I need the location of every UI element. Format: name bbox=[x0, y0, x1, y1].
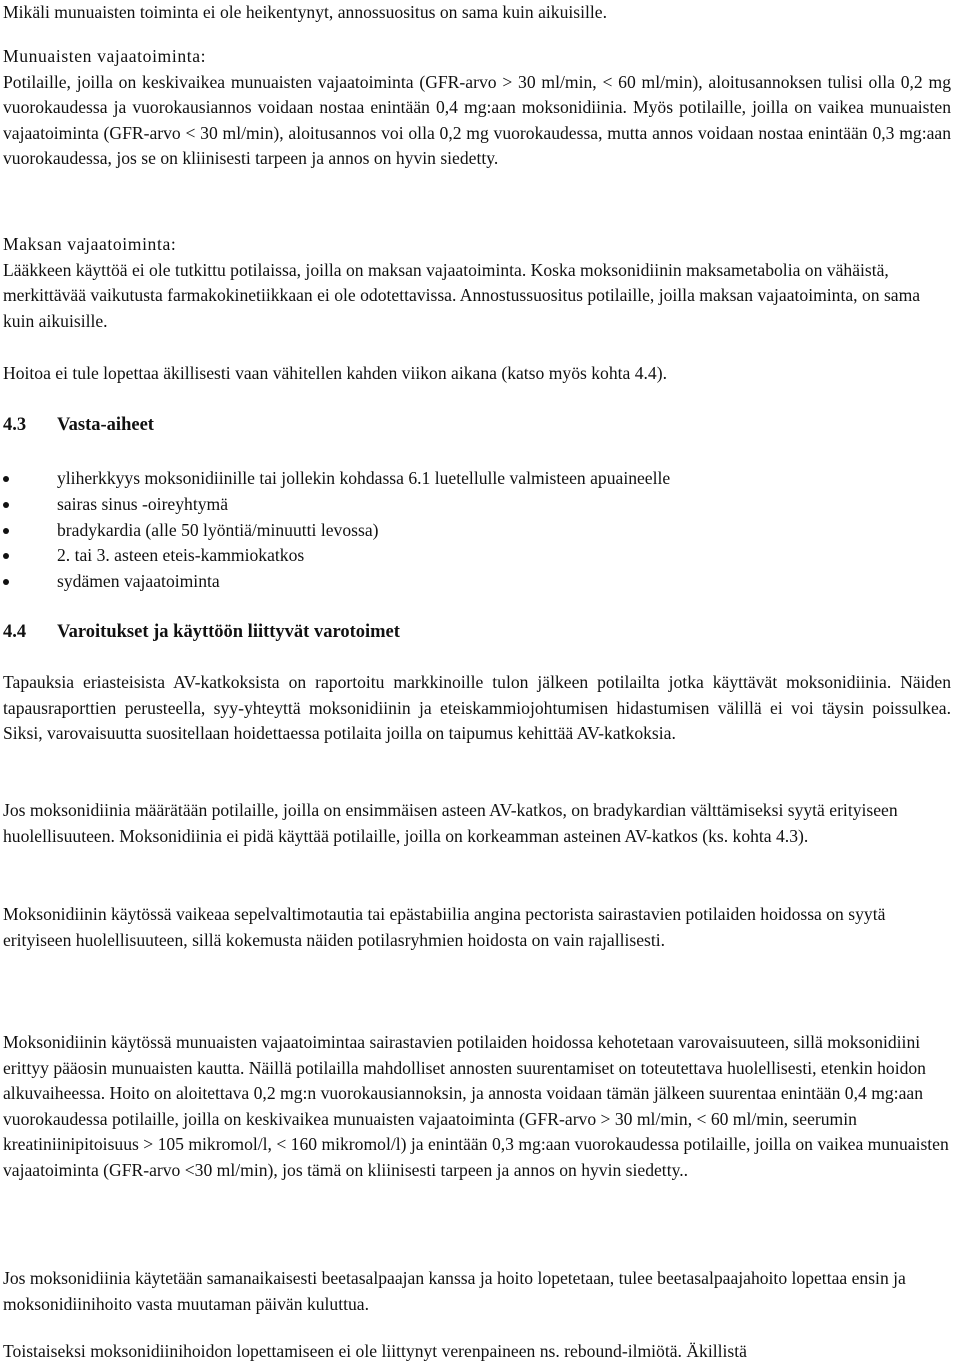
intro-paragraph: Mikäli munuaisten toiminta ei ole heikentynyt, annossuositus on sama kuin aikuisille. bbox=[3, 2, 607, 22]
warning-paragraph-av-block: Tapauksia eriasteisista AV-katkoksista on raportoitu markkinoille tulon jälkeen potilailta jotka käyttävät moksonidiinia. Näiden tapausraporttien perusteella, syy-yhteyttä moksonidiinin ja eteiskammiojohtumisen hidastumisen välillä ei voi täysin poissulkea. Siksi, varovaisuutta suositellaan hoidettaessa potilaita joilla on taipumus kehittää AV-katkoksia. bbox=[3, 672, 951, 744]
bullet-icon bbox=[3, 528, 9, 534]
warning-paragraph-coronary: Moksonidiinin käytössä vaikeaa sepelvaltimotautia tai epästabiilia angina pectorista sairastavien potilaiden hoidossa on syytä erityiseen huolellisuuteen, sillä kokemusta näiden potilasryhmien hoidosta on vain rajallisesti. bbox=[3, 904, 886, 950]
list-item: sydämen vajaatoiminta bbox=[0, 569, 670, 595]
bullet-icon bbox=[3, 476, 9, 482]
kidney-section bbox=[3, 44, 951, 172]
section-number: 4.4 bbox=[3, 622, 27, 642]
section-title: Varoitukset ja käyttöön liittyvät varotoimet bbox=[57, 622, 400, 642]
kidney-paragraph: Potilaille, joilla on keskivaikea munuaisten vajaatoiminta (GFR-arvo > 30 ml/min, < 60 ml/min), aloitusannoksen tulisi olla 0,2 mg vuorokaudessa ja vuorokausiannos voidaan nostaa enintään 0,4 mg:aan moksonidiinia. Myös potilaille, joilla on vaikea munuaisten vajaatoiminta (GFR-arvo < 30 ml/min), aloitusannos voi olla 0,2 mg vuorokaudessa, mutta annos voidaan nostaa enintään 0,3 mg:aan vuorokaudessa, jos se on kliinisesti tarpeen ja annos on hyvin siedetty. bbox=[3, 71, 951, 169]
kidney-subheading: Munuaisten vajaatoiminta: bbox=[3, 46, 207, 66]
bullet-icon bbox=[3, 502, 9, 508]
section-title: Vasta-aiheet bbox=[57, 415, 154, 435]
contraindications-list bbox=[0, 466, 670, 595]
warning-paragraph-beta-blocker: Jos moksonidiinia käytetään samanaikaisesti beetasalpaajan kanssa ja hoito lopetetaan, tulee beetasalpaajahoito lopettaa ensin ja moksonidiinihoito vasta muutaman päivän kuluttua. bbox=[3, 1268, 906, 1314]
section-4-3-heading bbox=[3, 413, 154, 439]
list-item: 2. tai 3. asteen eteis-kammiokatkos bbox=[0, 543, 670, 569]
section-number: 4.3 bbox=[3, 415, 27, 435]
warning-paragraph-rebound: Toistaiseksi moksonidiinihoidon lopettamiseen ei ole liittynyt verenpaineen ns. rebound-ilmiötä. Äkillistä bbox=[3, 1341, 747, 1361]
warning-paragraph-renal: Moksonidiinin käytössä munuaisten vajaatoimintaa sairastavien potilaiden hoidossa kehotetaan varovaisuuteen, sillä moksonidiini erittyy pääosin munuaisten kautta. Näillä potilailla mahdolliset annosten suurentamiset on toteutettava huolellisesti, etenkin hoidon alkuvaiheessa. Hoito on aloitettava 0,2 mg:n vuorokausiannoksin, ja annosta voidaan tämän jälkeen suurentaa enintään 0,4 mg:aan vuorokaudessa potilaille, joilla on keskivaikea munuaisten vajaatoiminta (GFR-arvo > 30 ml/min, < 60 ml/min, seerumin kreatiniinipitoisuus > 105 mikromol/l, < 160 mikromol/l) ja enintään 0,3 mg:aan vuorokaudessa potilaille, joilla on vaikea munuaisten vajaatoiminta (GFR-arvo <30 ml/min), jos tämä on kliinisesti tarpeen ja annos on hyvin siedetty.. bbox=[3, 1032, 949, 1180]
list-item: sairas sinus -oireyhtymä bbox=[0, 492, 670, 518]
warning-paragraph-first-degree: Jos moksonidiinia määrätään potilaille, joilla on ensimmäisen asteen AV-katkos, on bradykardian välttämiseksi syytä erityiseen huolellisuuteen. Moksonidiinia ei pidä käyttää potilaille, joilla on korkeamman asteinen AV-katkos (ks. kohta 4.3). bbox=[3, 800, 898, 846]
stop-treatment-paragraph: Hoitoa ei tule lopettaa äkillisesti vaan vähitellen kahden viikon aikana (katso myös kohta 4.4). bbox=[3, 363, 667, 383]
liver-paragraph: Lääkkeen käyttöä ei ole tutkittu potilaissa, joilla on maksan vajaatoiminta. Koska moksonidiinin maksametabolia on vähäistä, merkittävää vaikutusta farmakokinetiikkaan ei ole odotettavissa. Annostussuositus potilaille, joilla maksan vajaatoiminta, on sama kuin aikuisille. bbox=[3, 259, 921, 331]
bullet-icon bbox=[3, 553, 9, 559]
bullet-icon bbox=[3, 579, 9, 585]
liver-subheading: Maksan vajaatoiminta: bbox=[3, 234, 177, 254]
section-4-4-heading bbox=[3, 620, 400, 646]
list-item: bradykardia (alle 50 lyöntiä/minuutti levossa) bbox=[0, 518, 670, 544]
liver-section bbox=[3, 232, 951, 334]
list-item: yliherkkyys moksonidiinille tai jollekin kohdassa 6.1 luetellulle valmisteen apuaineelle bbox=[0, 466, 670, 492]
